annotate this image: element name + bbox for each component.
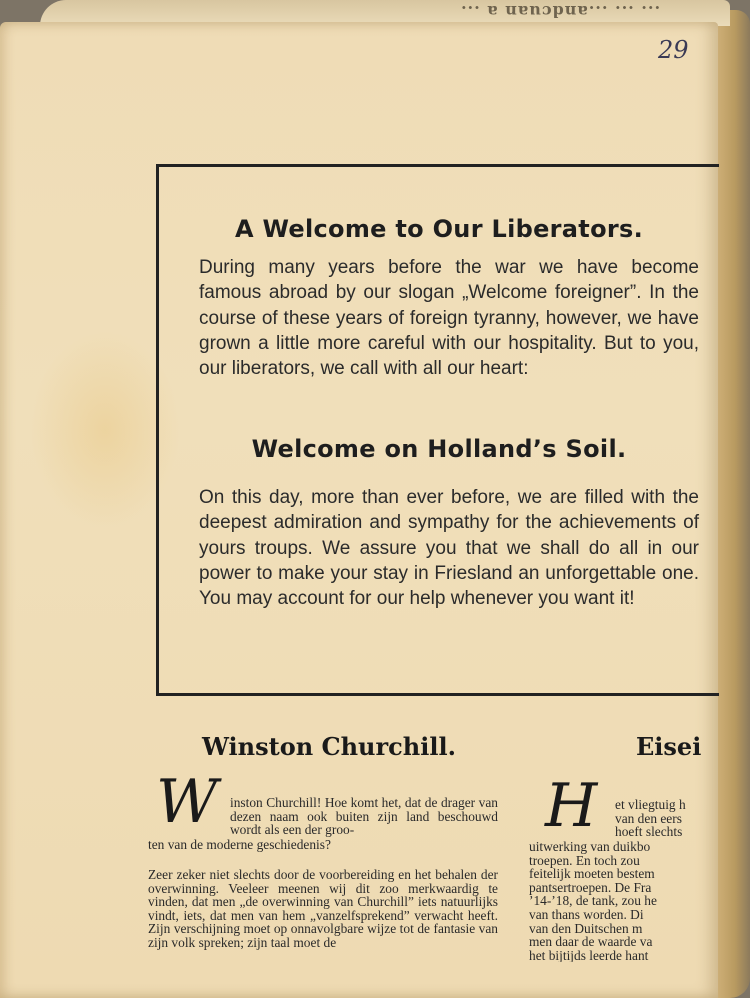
welcome-title: A Welcome to Our Liberators. (234, 215, 643, 243)
churchill-dropcap: W (156, 767, 218, 837)
eisenhower-dropcap: H (545, 771, 598, 841)
pledge-paragraph: On this day, more than ever before, we are filled with the deepest admiration and sympathy for the achievements of yours troups. We assure you that we shall do all in our power to make your stay in Friesland an unforgettable one. You may account for our help whenever you want it! (199, 487, 699, 610)
churchill-heading: Winston Churchill. (202, 732, 456, 761)
eisenhower-heading: Eisei (636, 732, 702, 761)
churchill-intro-continued: ten van de moderne geschiedenis? (148, 837, 331, 852)
eisenhower-body-line: het bijtijds leerde hant (529, 947, 649, 963)
eisenhower-body-line: uitwerking van duikbo (529, 840, 651, 854)
churchill-body: Zeer zeker niet slechts door de voorbereiding en het behalen der overwinning. Veeleer meenen wij dit zoo merkwaardig te vinden, dat men „de overwinning van Churchill” iets natuurlijks vindt, iets, dat men van hem „vanzelfsprekend” verwacht heeft. Zijn verschijning moet op onnavolgbare wijze tot de fantasie van zijn volk spreken; zijn taal moet de (148, 867, 498, 950)
eisenhower-body-line: feitelijk moeten bestem (529, 866, 655, 882)
page-number: 29 (658, 36, 689, 64)
eisenhower-body-line: ’14-’18, de tank, zou he (529, 893, 657, 909)
eisenhower-body-line: troepen. En toch zou (529, 852, 640, 868)
churchill-intro: inston Churchill! Hoe komt het, dat de drager van dezen naam ook buiten zijn land beschouwd wordt als een der groo- (230, 795, 498, 838)
holland-soil-title: Welcome on Holland’s Soil. (251, 435, 627, 463)
eisenhower-intro-line: hoeft slechts (615, 824, 683, 839)
eisenhower-body-line: pantsertroepen. De Fra (529, 879, 652, 895)
welcome-paragraph: During many years before the war we have become famous abroad by our slogan „Welcome foreigner”. In the course of these years of foreign tyranny, however, we have grown a little more careful with our hospitality. But to you, our liberators, we call with all our heart: (199, 257, 699, 380)
welcome-box (156, 164, 719, 696)
eisenhower-body-line: men daar de waarde va (529, 934, 653, 950)
eisenhower-intro-line: et vliegtuig h (615, 798, 686, 812)
upside-down-text: ... ... ...andcuan a ... (460, 2, 661, 21)
eisenhower-body (529, 840, 715, 962)
eisenhower-intro (615, 798, 715, 839)
eisenhower-intro-line: van den eers (615, 810, 682, 826)
eisenhower-body-line: van den Duitschen m (529, 920, 643, 936)
eisenhower-body-line: van thans worden. Di (529, 906, 644, 922)
